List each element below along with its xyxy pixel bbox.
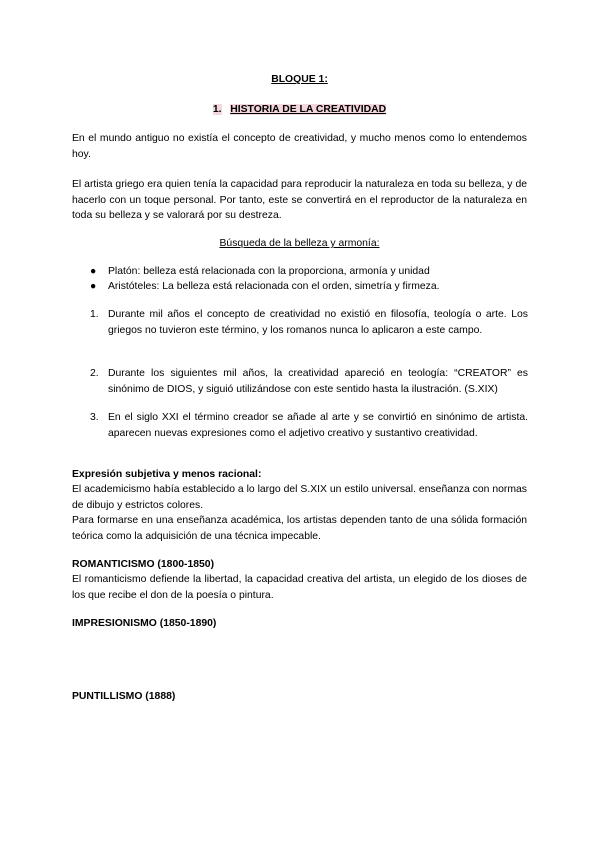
section-number: 1.	[212, 104, 222, 115]
numbered-marker: 2.	[90, 368, 99, 379]
bullet-item: Platón: belleza está relacionada con la proporciona, armonía y unidad	[108, 266, 430, 277]
expresion-paragraph-2: Para formarse en una enseñanza académica, los artistas dependen tanto de una sólida formación teórica como la adquisición de una técnica impecable.	[72, 515, 527, 542]
numbered-marker: 1.	[90, 309, 99, 320]
numbered-marker: 3.	[90, 412, 99, 423]
numbered-item: En el siglo XXI el término creador se añade al arte y se convirtió en sinónimo de artista. aparecen nuevas expresiones como el adjetivo creativo y sustantivo creatividad.	[108, 412, 528, 439]
bullet-marker: ●	[90, 266, 97, 277]
romanticismo-paragraph: El romanticismo defiende la libertad, la capacidad creativa del artista, un elegido de los dioses de los que recibe el don de la poesía o pintura.	[72, 574, 527, 601]
bullet-marker: ●	[90, 281, 97, 292]
expresion-paragraph-1: El academicismo había establecido a lo largo del S.XIX un estilo universal. enseñanza con normas de dibujo y estrictos colores.	[72, 484, 527, 511]
numbered-item: Durante mil años el concepto de creatividad no existió en filosofía, teología o arte. Los griegos no tuvieron este término, y los romanos nunca lo aplicaron a este campo.	[108, 309, 528, 336]
subheading-belleza: Búsqueda de la belleza y armonía:	[219, 238, 380, 249]
numbered-item: Durante los siguientes mil años, la creatividad apareció en teología: “CREATOR” es sinónimo de DIOS, y siguió utilizándose con este sentido hasta la ilustración. (S.XIX)	[108, 368, 528, 395]
bullet-item: Aristóteles: La belleza está relacionada con el orden, simetría y firmeza.	[108, 281, 440, 292]
expresion-heading: Expresión subjetiva y menos racional:	[72, 469, 262, 480]
puntillismo-heading: PUNTILLISMO (1888)	[72, 691, 176, 702]
section-heading	[72, 102, 527, 118]
romanticismo-heading: ROMANTICISMO (1800-1850)	[72, 559, 215, 570]
section-title: HISTORIA DE LA CREATIVIDAD	[230, 104, 387, 115]
impresionismo-heading: IMPRESIONISMO (1850-1890)	[72, 618, 217, 629]
intro-paragraph-1: En el mundo antiguo no existía el concepto de creatividad, y mucho menos como lo entendemos hoy.	[72, 133, 527, 160]
block-title: BLOQUE 1:	[271, 74, 328, 85]
intro-paragraph-2: El artista griego era quien tenía la capacidad para reproducir la naturaleza en toda su belleza, y de hacerlo con un toque personal. Por tanto, este se convertirá en el reproductor de la naturaleza en toda su belleza y se valorará por su destreza.	[72, 179, 527, 221]
